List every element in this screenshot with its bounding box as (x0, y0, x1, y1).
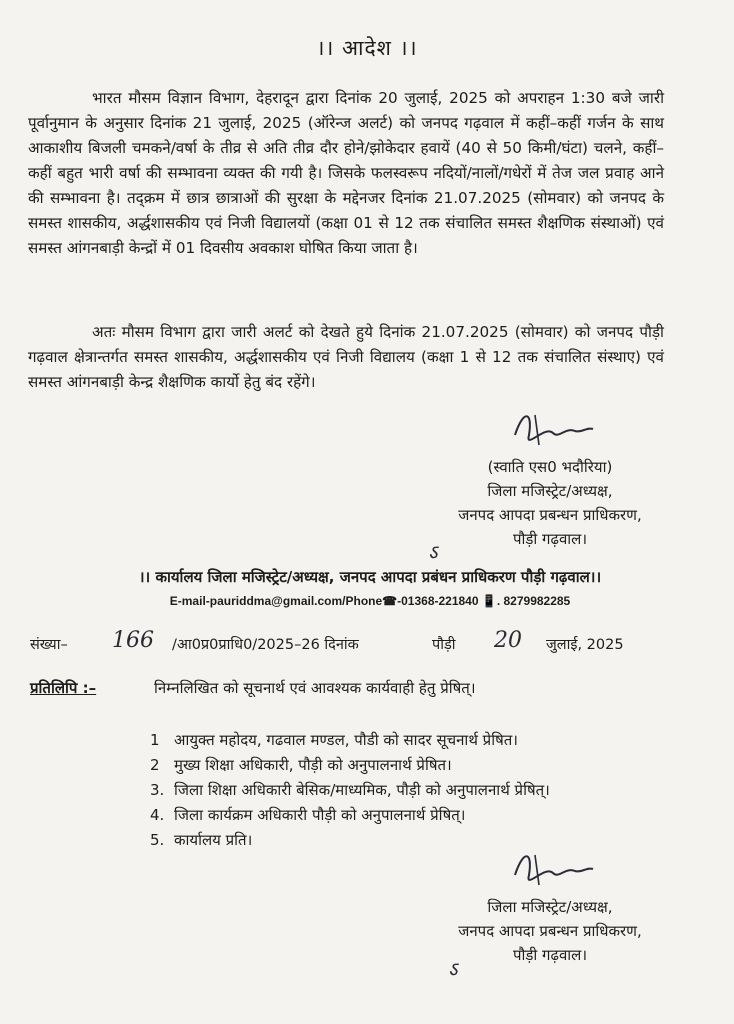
handwritten-mark-2: ऽ (448, 957, 458, 981)
signatory-authority: जनपद आपदा प्रबन्धन प्राधिकरण, (458, 506, 642, 524)
list-item: 1 आयुक्त महोदय, गढवाल मण्डल, पौडी को सादर सूचनार्थ प्रेषित। (150, 731, 518, 749)
list-item: 3. जिला शिक्षा अधिकारी बेसिक/माध्यमिक, पौड़ी को अनुपालनार्थ प्रेषित्। (150, 781, 550, 799)
reference-place: पौड़ी (432, 637, 456, 653)
copy-label: प्रतिलिपि :– (30, 679, 97, 697)
signature-block-2 (430, 895, 670, 967)
mobile-icon: 📱 (481, 594, 497, 608)
list-item: 5. कार्यालय प्रति। (150, 831, 253, 849)
contact-line (60, 594, 680, 608)
signature-scribble-2 (505, 845, 595, 895)
signature-block-1 (430, 455, 670, 551)
paragraph-2-text: अतः मौसम विभाग द्वारा जारी अलर्ट को देखते हुये दिनांक 21.07.2025 (सोमवार) को जनपद पौड़ी गढ़वाल क्षेत्रान्तर्गत समस्त शासकीय, अर्द्धशासकीय एवं निजी विद्यालय (कक्षा 1 से 12 तक संचालित संस्थाए) एवं समस्त आंगनबाड़ी केन्द्र शैक्षणिक कार्यो हेतु बंद रहेंगे। (28, 323, 664, 391)
reference-month-year: जुलाई, 2025 (546, 637, 624, 653)
phone-number: -01368-221840 (397, 594, 479, 608)
signature-scribble-1 (505, 405, 595, 455)
phone-icon: ☎ (382, 594, 398, 608)
reference-number: 166 (112, 628, 154, 653)
reference-day: 20 (494, 628, 522, 653)
signatory-place: पौड़ी गढ़वाल। (512, 530, 588, 548)
signatory-designation-2: जिला मजिस्ट्रेट/अध्यक्ष, (487, 898, 613, 916)
list-item: 2 मुख्य शिक्षा अधिकारी, पौड़ी को अनुपालनार्थ प्रेषित। (150, 756, 452, 774)
order-paragraph-1 (28, 86, 664, 261)
list-item: 4. जिला कार्यक्रम अधिकारी पौड़ी को अनुपालनार्थ प्रेषित्। (150, 806, 466, 824)
handwritten-mark-1: ऽ (428, 540, 438, 564)
email-text: E-mail-pauriddma@gmail.com/Phone (169, 594, 383, 608)
office-line: ।। कार्यालय जिला मजिस्ट्रेट/अध्यक्ष, जनपद आपदा प्रबंधन प्राधिकरण पौड़ी गढ़वाल।। (138, 568, 602, 586)
order-title: ।। आदेश ।। (316, 36, 418, 60)
recipient-list (150, 728, 690, 853)
signatory-name: (स्वाति एस0 भदौरिया) (487, 458, 613, 476)
signatory-designation: जिला मजिस्ट्रेट/अध्यक्ष, (487, 482, 613, 500)
signatory-authority-2: जनपद आपदा प्रबन्धन प्राधिकरण, (458, 922, 642, 940)
copy-text: निम्नलिखित को सूचनार्थ एवं आवश्यक कार्यवाही हेतु प्रेषित्। (154, 679, 476, 697)
signatory-place-2: पौड़ी गढ़वाल। (512, 946, 588, 964)
reference-code: /आ0प्र0प्राधि0/2025–26 दिनांक (172, 637, 359, 653)
paragraph-1-text: भारत मौसम विज्ञान विभाग, देहरादून द्वारा दिनांक 20 जुलाई, 2025 को अपराहन 1:30 बजे जारी पूर्वानुमान के अनुसार दिनांक 21 जुलाई, 2025 (ऑरेन्ज अलर्ट) को जनपद गढ़वाल में कहीं–कहीं गर्जन के साथ आकाशीय बिजली चमकने/वर्षा के तीव्र से अति तीव्र दौर होने/झोकेदार हवायें (40 से 50 किमी/घंटा) चलने, कहीं–कहीं बहुत भारी वर्षा की सम्भावना व्यक्त की गयी है। जिसके फलस्वरूप नदियों/नालों/गधेरों में तेज जल प्रवाह आने की सम्भावना है। तद्क्रम में छात्र छात्राओं की सुरक्षा के मद्देनजर दिनांक 21.07.2025 (सोमवार) को जनपद के समस्त शासकीय, अर्द्धशासकीय एवं निजी विद्यालयों (कक्षा 01 से 12 तक संचालित समस्त शैक्षणिक संस्थाओं) एवं समस्त आंगनबाड़ी केन्द्रों में 01 दिवसीय अवकाश घोषित किया जाता है। (28, 89, 664, 257)
mobile-number: . 8279982285 (496, 594, 571, 608)
reference-label: संख्या– (30, 637, 68, 653)
order-paragraph-2 (28, 320, 664, 395)
